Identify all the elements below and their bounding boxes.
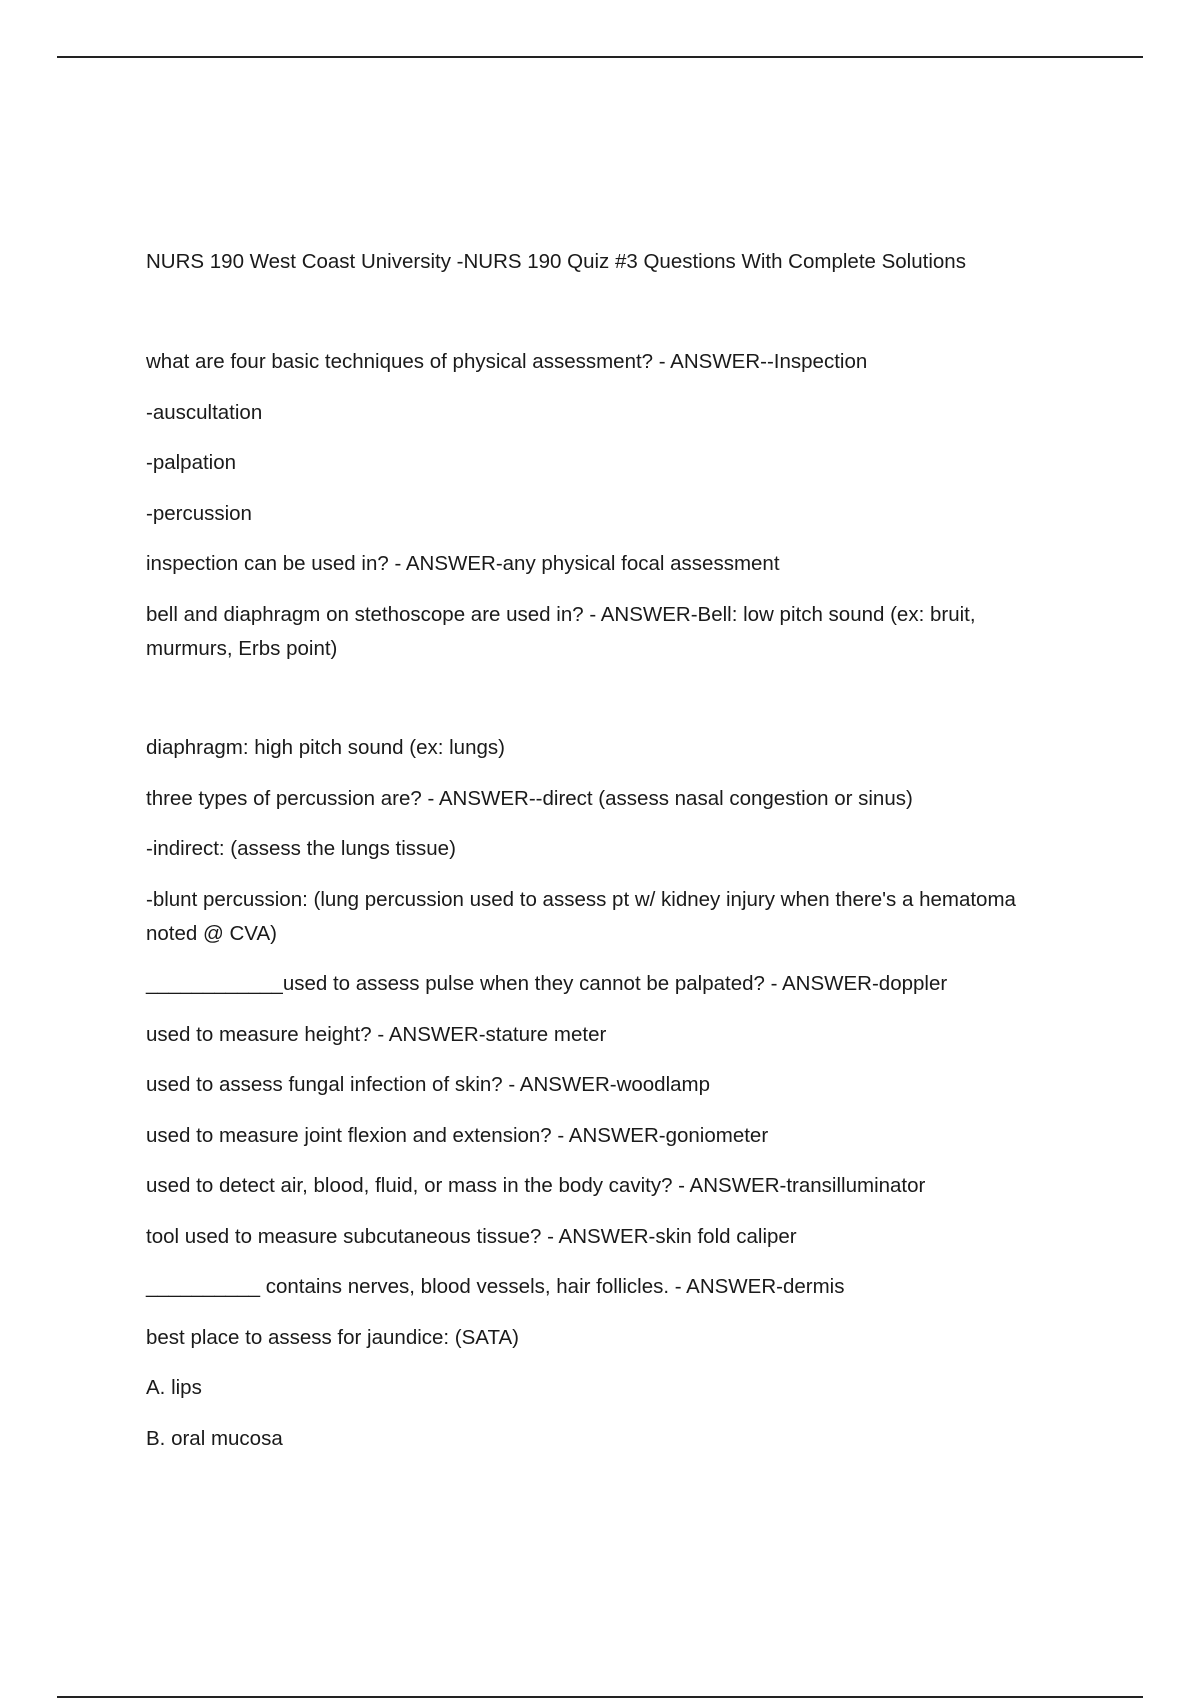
qa-line: -percussion [146,502,252,525]
top-divider [57,56,1143,58]
qa-line: inspection can be used in? - ANSWER-any physical focal assessment [146,552,780,575]
qa-line: used to detect air, blood, fluid, or mass in the body cavity? - ANSWER-transilluminator [146,1174,926,1197]
qa-line: used to assess fungal infection of skin? - ANSWER-woodlamp [146,1073,711,1096]
qa-line: __________ contains nerves, blood vessels, hair follicles. - ANSWER-dermis [146,1275,845,1298]
bottom-divider [57,1696,1143,1698]
qa-line: -auscultation [146,401,263,424]
document-title: NURS 190 West Coast University -NURS 190 Quiz #3 Questions With Complete Solutions [146,250,966,273]
qa-line: ____________used to assess pulse when they cannot be palpated? - ANSWER-doppler [146,972,948,995]
qa-line: B. oral mucosa [146,1427,283,1450]
qa-line: -palpation [146,451,237,474]
qa-line: three types of percussion are? - ANSWER--direct (assess nasal congestion or sinus) [146,787,913,810]
qa-line: used to measure height? - ANSWER-stature meter [146,1023,607,1046]
qa-line: tool used to measure subcutaneous tissue? - ANSWER-skin fold caliper [146,1225,797,1248]
qa-line: bell and diaphragm on stethoscope are used in? - ANSWER-Bell: low pitch sound (ex: bruit, murmurs, Erbs point) [146,603,976,660]
qa-line: -indirect: (assess the lungs tissue) [146,837,456,860]
qa-line: -blunt percussion: (lung percussion used to assess pt w/ kidney injury when there's a hematoma noted @ CVA) [146,888,1016,945]
qa-line: what are four basic techniques of physical assessment? - ANSWER--Inspection [146,350,868,373]
qa-line: diaphragm: high pitch sound (ex: lungs) [146,736,505,759]
qa-line: best place to assess for jaundice: (SATA) [146,1326,519,1349]
qa-line: used to measure joint flexion and extension? - ANSWER-goniometer [146,1124,769,1147]
qa-line: A. lips [146,1376,202,1399]
